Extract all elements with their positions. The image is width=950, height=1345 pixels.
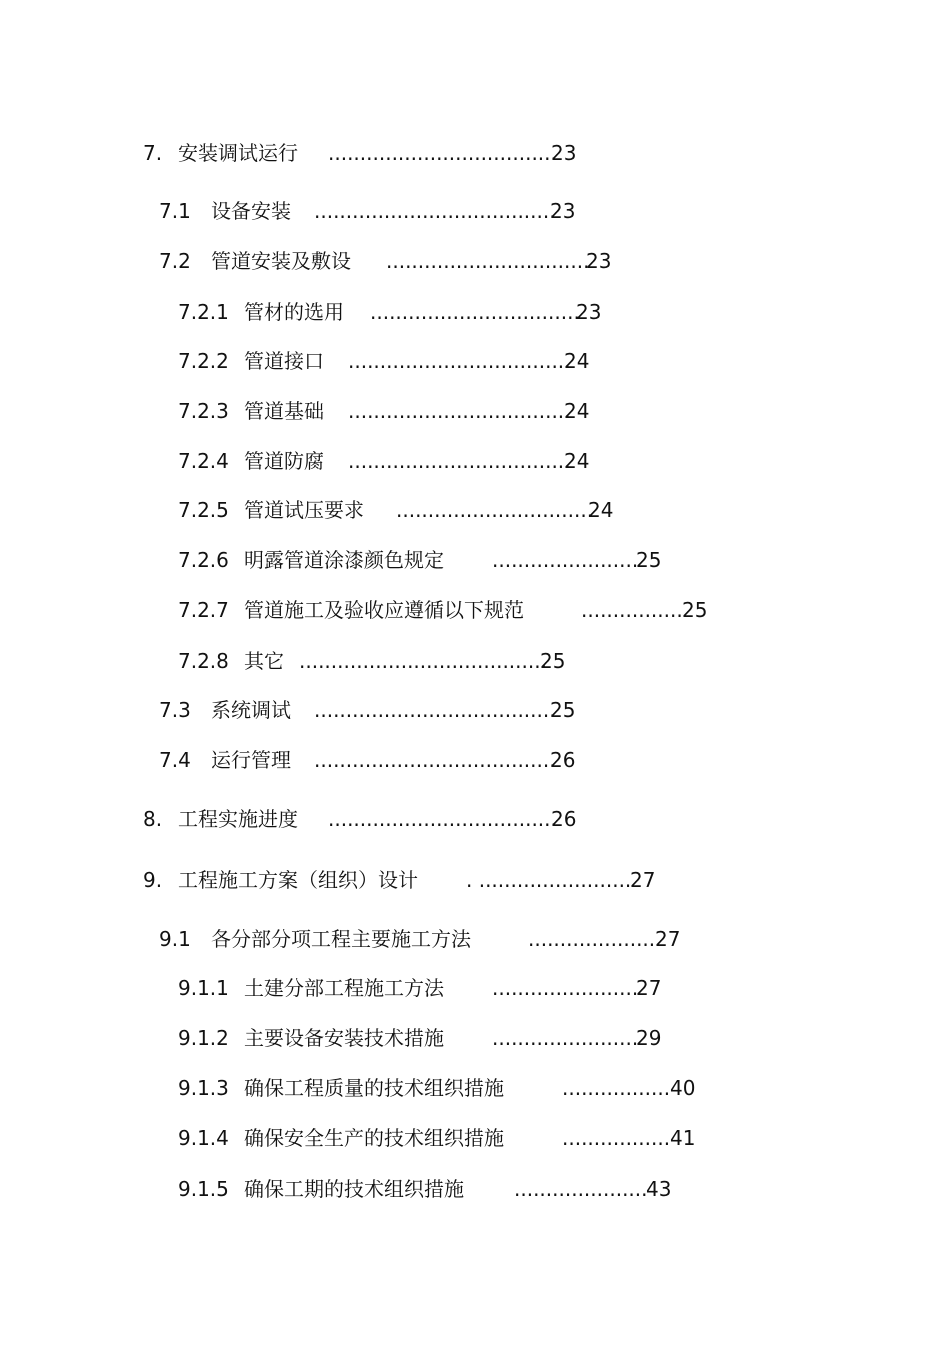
toc-entry-page: 24 [564,449,590,473]
toc-entry-leader: ...................................... [314,199,556,223]
toc-entry-title: 主要设备安装技术措施 [244,1026,444,1050]
toc-entry-page: 25 [540,649,566,673]
toc-entry-number: 9.1.5 [178,1177,229,1201]
toc-entry-leader: .................................... [328,141,557,165]
toc-entry-leader: .................................... [328,807,557,831]
toc-entry-title: 确保工期的技术组织措施 [244,1177,464,1201]
toc-entry-number: 7.2 [159,249,191,273]
toc-entry-title: 工程实施进度 [178,807,298,831]
toc-entry-number: 7.4 [159,748,191,772]
toc-entry-7-2[interactable] [0,246,950,276]
toc-entry-leader: ................................... [348,449,571,473]
toc-entry-9-1[interactable] [0,924,950,954]
toc-entry-title: 土建分部工程施工方法 [244,976,444,1000]
toc-entry-page: 23 [586,249,612,273]
toc-entry-page: 29 [636,1026,662,1050]
toc-entry-7-2-6[interactable] [0,545,950,575]
toc-entry-7-2-4[interactable] [0,446,950,476]
toc-entry-leader: ....................... [492,1026,639,1050]
toc-entry-7-2-3[interactable] [0,396,950,426]
toc-entry-title: 安装调试运行 [178,141,298,165]
toc-entry-title: 管道基础 [244,399,324,423]
toc-entry-leader: ................. [562,1076,671,1100]
toc-entry-leader: ..................... [514,1177,648,1201]
toc-entry-number: 7.2.3 [178,399,229,423]
toc-entry-number: 7.2.7 [178,598,229,622]
toc-entry-8[interactable] [0,804,950,834]
toc-entry-number: 9.1.2 [178,1026,229,1050]
toc-entry-9-1-5[interactable] [0,1174,950,1204]
toc-entry-9-1-4[interactable] [0,1123,950,1153]
toc-entry-title: 管道安装及敷设 [211,249,351,273]
toc-entry-number: 7.2.4 [178,449,229,473]
toc-entry-9-1-2[interactable] [0,1023,950,1053]
toc-entry-number: 7.2.2 [178,349,229,373]
toc-entry-page: 24 [564,349,590,373]
toc-entry-title: 各分部分项工程主要施工方法 [211,927,471,951]
toc-entry-number: 9.1.3 [178,1076,229,1100]
toc-entry-title: 设备安装 [211,199,291,223]
toc-entry-page: 25 [682,598,708,622]
toc-entry-leader: ............................... [396,498,594,522]
toc-entry-title: 管道防腐 [244,449,324,473]
toc-entry-page: 23 [550,199,576,223]
toc-entry-number: 8. [143,807,163,831]
toc-entry-page: 26 [550,748,576,772]
toc-entry-page: 23 [576,300,602,324]
toc-entry-7-2-7[interactable] [0,595,950,625]
toc-entry-9-1-3[interactable] [0,1073,950,1103]
toc-entry-page: 25 [636,548,662,572]
toc-entry-7[interactable] [0,138,950,168]
toc-entry-number: 9. [143,868,163,892]
toc-entry-leader: ...................................... [314,698,556,722]
toc-entry-leader: ................. [562,1126,671,1150]
toc-entry-number: 7.2.5 [178,498,229,522]
toc-entry-title: 管材的选用 [244,300,344,324]
toc-entry-title: 管道接口 [244,349,324,373]
toc-entry-title: 确保工程质量的技术组织措施 [244,1076,504,1100]
toc-entry-number: 7. [143,141,163,165]
toc-entry-leader: ....................................... [299,649,547,673]
toc-entry-page: 23 [551,141,577,165]
toc-entry-7-3[interactable] [0,695,950,725]
toc-entry-page: 26 [551,807,577,831]
toc-entry-number: 7.1 [159,199,191,223]
toc-entry-page: 41 [670,1126,696,1150]
toc-entry-number: 9.1.4 [178,1126,229,1150]
toc-entry-number: 7.2.6 [178,548,229,572]
toc-entry-number: 7.2.8 [178,649,229,673]
toc-entry-page: 24 [564,399,590,423]
toc-entry-page: 43 [646,1177,672,1201]
toc-entry-leader: .................... [528,927,656,951]
toc-entry-page: 40 [670,1076,696,1100]
toc-entry-number: 7.2.1 [178,300,229,324]
toc-entry-9[interactable] [0,865,950,895]
toc-entry-7-2-1[interactable] [0,297,950,327]
toc-entry-page: 27 [636,976,662,1000]
toc-entry-title: 系统调试 [211,698,291,722]
toc-entry-page: 27 [655,927,681,951]
toc-entry-7-2-2[interactable] [0,346,950,376]
toc-entry-leader: ....................... [492,548,639,572]
toc-entry-number: 7.3 [159,698,191,722]
toc-entry-leader: ...................................... [314,748,556,772]
toc-entry-title: 管道试压要求 [244,498,364,522]
toc-entry-title: 运行管理 [211,748,291,772]
toc-entry-7-1[interactable] [0,196,950,226]
toc-entry-leader: ................................... [348,399,571,423]
toc-entry-title: 管道施工及验收应遵循以下规范 [244,598,524,622]
toc-entry-page: 25 [550,698,576,722]
toc-entry-leader: ................................... [348,349,571,373]
toc-entry-number: 9.1 [159,927,191,951]
toc-entry-page: 24 [588,498,614,522]
toc-entry-leader: ................................. [370,300,580,324]
toc-entry-7-2-5[interactable] [0,495,950,525]
toc-entry-title: 确保安全生产的技术组织措施 [244,1126,504,1150]
toc-entry-title: 明露管道涂漆颜色规定 [244,548,444,572]
toc-entry-title: 其它 [244,649,284,673]
toc-entry-9-1-1[interactable] [0,973,950,1003]
toc-entry-7-2-8[interactable] [0,646,950,676]
toc-entry-leader: ....................... [492,976,639,1000]
toc-entry-leader: ................................ [386,249,590,273]
toc-entry-page: 27 [630,868,656,892]
toc-entry-7-4[interactable] [0,745,950,775]
toc-entry-leader: ................ [581,598,683,622]
toc-entry-title: 工程施工方案（组织）设计 [178,868,418,892]
toc-entry-leader: . ........................ [466,868,632,892]
toc-entry-number: 9.1.1 [178,976,229,1000]
